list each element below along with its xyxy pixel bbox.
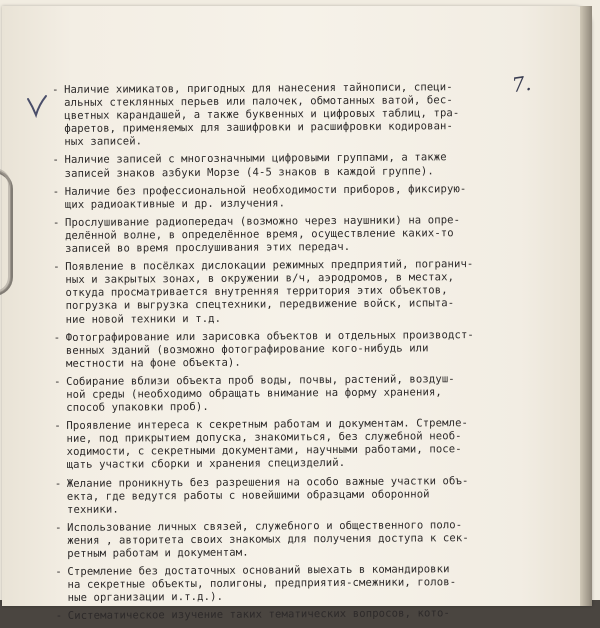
- list-item: [52, 151, 502, 180]
- sheet-edge-shadow: [580, 6, 592, 606]
- text-line: цветных карандашей, а также буквенных и цифровых таблиц, тра-: [64, 107, 460, 123]
- text-line: Наличие без профессиональной необходимости приборов, фиксирую-: [64, 182, 467, 198]
- bullet-dash: -: [55, 566, 62, 579]
- text-line: фаретов, применяемых для зашифровки и расшифровки кодирован-: [64, 120, 454, 136]
- text-line: ных записей.: [64, 135, 143, 149]
- text-line: способ упаковки проб).: [66, 400, 209, 414]
- text-line: Желание проникнуть без разрешения на особо важные участки объ-: [66, 474, 469, 490]
- bullet-dash: -: [55, 610, 63, 623]
- text-line: Проявление интереса к секретным работам и документам. Стремле-: [66, 417, 469, 433]
- text-line: щих радиоактивные и др. излучения.: [64, 197, 286, 211]
- text-line: жения , авторитета своих знакомых для получения доступа к сек-: [67, 532, 469, 547]
- document-body: [52, 81, 506, 628]
- text-line: Появление в посёлках дислокации режимных предприятий, погранич-: [65, 258, 474, 274]
- text-line: ходимости, с секретными документами, научными работами, посе-: [66, 443, 462, 459]
- text-line: Наличие записей с многозначными цифровыми группами, а также: [64, 151, 447, 167]
- bullet-dash: -: [55, 521, 62, 534]
- bullet-dash: -: [52, 185, 60, 198]
- text-line: ные организации и.т.д.).: [67, 591, 224, 605]
- text-line: Систематическое изучение таких тематических вопросов, кото-: [67, 607, 450, 623]
- list-item: [53, 183, 503, 212]
- text-line: альных стеклянных перьев или палочек, обмотанных ватой, бес-: [64, 94, 453, 110]
- text-line: местности на фоне объекта).: [65, 356, 241, 370]
- bullet-dash: -: [53, 261, 60, 274]
- text-line: ние новой техники и т.д.: [65, 312, 222, 326]
- list-item: [54, 328, 504, 370]
- text-line: делённой волне, в определённое время, осуществление каких-то: [65, 227, 454, 242]
- text-line: Наличие химикатов, пригодных для нанесения тайнописи, специ-: [63, 81, 453, 96]
- list-item: [52, 81, 502, 150]
- text-line: ние, под прикрытием допуска, знакомиться, без служебной необ-: [66, 430, 462, 446]
- list-item: [54, 373, 504, 415]
- list-item: [56, 607, 506, 623]
- bullet-dash: -: [52, 154, 60, 167]
- binding-ring-highlight-icon: [0, 168, 11, 294]
- text-line: на секретные объекты, полигоны, предприятия-смежники, голов-: [67, 576, 457, 592]
- bullet-dash: -: [54, 420, 61, 433]
- bullet-dash: -: [52, 216, 60, 229]
- bullet-dash: -: [54, 375, 61, 388]
- list-item: [55, 474, 505, 516]
- text-line: Прослушивание радиопередач (возможно через наушники) на опре-: [64, 213, 461, 229]
- text-line: венных зданий (возможно фотографирование кого-нибудь или: [65, 342, 429, 357]
- list-item: [53, 214, 503, 256]
- page-number: 7.: [510, 70, 533, 98]
- text-line: погрузка и выгрузка спецтехники, передвижение войск, испыта-: [65, 297, 455, 313]
- text-line: записей знаков азбуки Морзе (4-5 знаков в каждой группе).: [64, 164, 434, 180]
- text-line: откуда просматривается внутренняя территория этих объектов,: [65, 284, 448, 300]
- bullet-dash: -: [53, 331, 61, 344]
- text-line: екта, где ведутся работы с новейшими образцами оборонной: [66, 487, 430, 503]
- list-item: [53, 258, 503, 327]
- text-line: ных и закрытых зонах, в окружении в/ч, аэродромов, в местах,: [65, 271, 455, 287]
- bullet-dash: -: [52, 83, 59, 96]
- text-line: техники.: [66, 503, 119, 516]
- bullet-dash: -: [54, 477, 62, 490]
- text-line: записей во время прослушивания этих передач.: [65, 240, 351, 255]
- text-line: ретным работам и документам.: [67, 546, 249, 560]
- text-line: щать участки сборки и хранения специзделий.: [66, 457, 346, 472]
- list-item: [55, 563, 505, 605]
- text-line: Использование личных связей, служебного и общественного поло-: [67, 518, 463, 534]
- text-line: Собирание вблизи объекта проб воды, почвы, растений, воздуш-: [66, 373, 455, 388]
- text-line: ной среды (необходимо обращать внимание на форму хранения,: [66, 386, 442, 401]
- text-line: Стремление без достаточных оснований выехать в командировки: [67, 563, 450, 578]
- handwritten-check-mark: [26, 94, 48, 118]
- list-item: [55, 519, 505, 561]
- text-line: Фотографирование или зарисовка объектов и отдельных производст-: [65, 328, 474, 344]
- list-item: [54, 417, 504, 473]
